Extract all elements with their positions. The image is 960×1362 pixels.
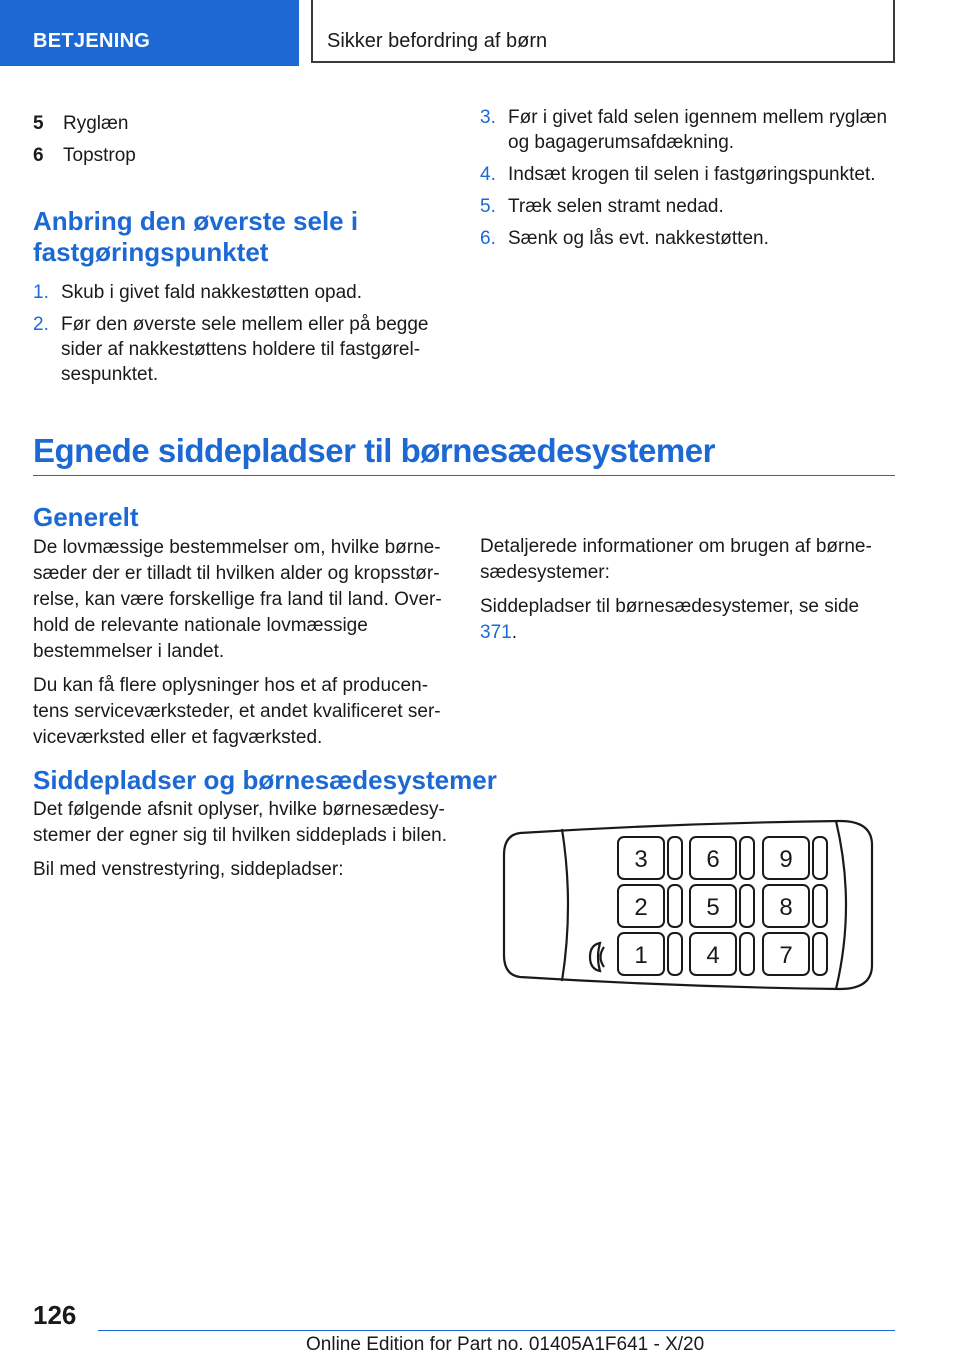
general-paragraph: Du kan få flere oplysninger hos et af producentens serviceværksteder, et andet kvalificeret serviceværksted eller et fagværksted. <box>33 675 441 748</box>
step-text: Træk selen stramt nedad. <box>508 196 724 217</box>
car-rear-line <box>836 821 846 989</box>
seat-number-label: 9 <box>779 846 793 873</box>
step-text: Sænk og lås evt. nakkestøtten. <box>508 228 769 249</box>
section-tab[interactable]: BETJENING <box>0 0 299 66</box>
steering-wheel-icon <box>590 943 600 971</box>
car-body-outline <box>504 821 872 989</box>
legend-item <box>33 140 443 172</box>
general-paragraph: De lovmæssige bestemmelser om, hvilke børnesæder der er tilladt til hvilken alder og kropsstørrelse, kan være forskellige fra land til land. Overhold de relevante nationale lovmæssige bestemmelser i landet. <box>33 537 442 662</box>
steering-wheel-inner <box>601 947 605 967</box>
seat-number-label: 6 <box>706 846 720 873</box>
page-number: 126 <box>33 1300 77 1330</box>
general-heading: Generelt <box>33 502 139 532</box>
seat-number-label: 1 <box>634 942 648 969</box>
legend-label: Topstrop <box>63 145 136 166</box>
legend-label: Ryglæn <box>63 113 129 134</box>
seat-number-label: 5 <box>706 894 720 921</box>
step-text: Før den øverste sele mellem eller på begge sider af nakkestøttens holdere til fastgørelsespunktet. <box>61 314 429 385</box>
car-front-line <box>562 829 568 981</box>
seats-paragraph: Bil med venstrestyring, siddepladser: <box>33 859 344 880</box>
general-paragraph: Detaljerede informationer om brugen af børnesædesystemer: <box>480 536 872 583</box>
step-item <box>480 226 895 251</box>
reference-text: Siddepladser til børnesædesystemer, se side <box>480 596 860 617</box>
seat-backrest <box>813 885 827 927</box>
step-item <box>33 312 443 387</box>
seat-grid <box>618 837 827 975</box>
step-number: 6. <box>480 228 496 249</box>
page-link[interactable]: 371 <box>480 622 512 643</box>
step-text: Indsæt krogen til selen i fastgøringspunktet. <box>508 164 876 185</box>
anchor-heading: Anbring den øverste sele i fastgøringspunktet <box>33 206 359 267</box>
steps-list-left <box>33 280 443 387</box>
right-column-top <box>480 105 895 258</box>
step-item <box>480 194 895 219</box>
footer-edition: Online Edition for Part no. 01405A1F641 - X/20 <box>306 1334 705 1355</box>
legend-number: 5 <box>33 113 44 134</box>
step-number: 3. <box>480 107 496 128</box>
seat-number-label: 8 <box>779 894 793 921</box>
main-heading: Egnede siddepladser til børnesædesystemer <box>33 432 715 469</box>
footer-rule <box>98 1330 895 1331</box>
step-item <box>480 162 895 187</box>
seat-backrest <box>813 837 827 879</box>
seat-number-label: 2 <box>634 894 648 921</box>
seat-backrest <box>668 837 682 879</box>
seat-number-label: 4 <box>706 942 720 969</box>
seat-number-label: 7 <box>779 942 793 969</box>
seat-backrest <box>668 933 682 975</box>
chapter-title: Sikker befordring af børn <box>311 0 895 63</box>
seat-backrest <box>668 885 682 927</box>
step-item <box>480 105 895 155</box>
seats-section <box>33 765 503 891</box>
left-column-top <box>33 108 443 394</box>
seat-number-label: 3 <box>634 846 648 873</box>
legend-number: 6 <box>33 145 44 166</box>
step-text: Skub i givet fald nakkestøtten opad. <box>61 282 363 303</box>
reference-end: . <box>511 622 517 643</box>
step-number: 4. <box>480 164 496 185</box>
seat-backrest <box>813 933 827 975</box>
heading-rule <box>33 475 895 476</box>
step-number: 5. <box>480 196 496 217</box>
seat-backrest <box>740 837 754 879</box>
general-right-column <box>480 534 880 654</box>
seats-paragraph: Det følgende afsnit oplyser, hvilke børnesædesystemer der egner sig til hvilken siddeplads i bilen. <box>33 799 447 846</box>
step-number: 1. <box>33 282 49 303</box>
seat-layout-diagram <box>500 815 880 995</box>
legend-item <box>33 108 443 140</box>
steps-list-right <box>480 105 895 251</box>
seat-backrest <box>740 933 754 975</box>
step-item <box>33 280 443 305</box>
step-text: Før i givet fald selen igennem mellem ryglæn og bagagerumsafdækning. <box>508 107 888 153</box>
seat-backrest <box>740 885 754 927</box>
general-reference <box>480 594 880 646</box>
step-number: 2. <box>33 314 49 335</box>
page-header <box>0 0 960 66</box>
seats-heading: Siddepladser og børnesædesystemer <box>33 765 497 795</box>
general-left-column <box>33 502 448 759</box>
